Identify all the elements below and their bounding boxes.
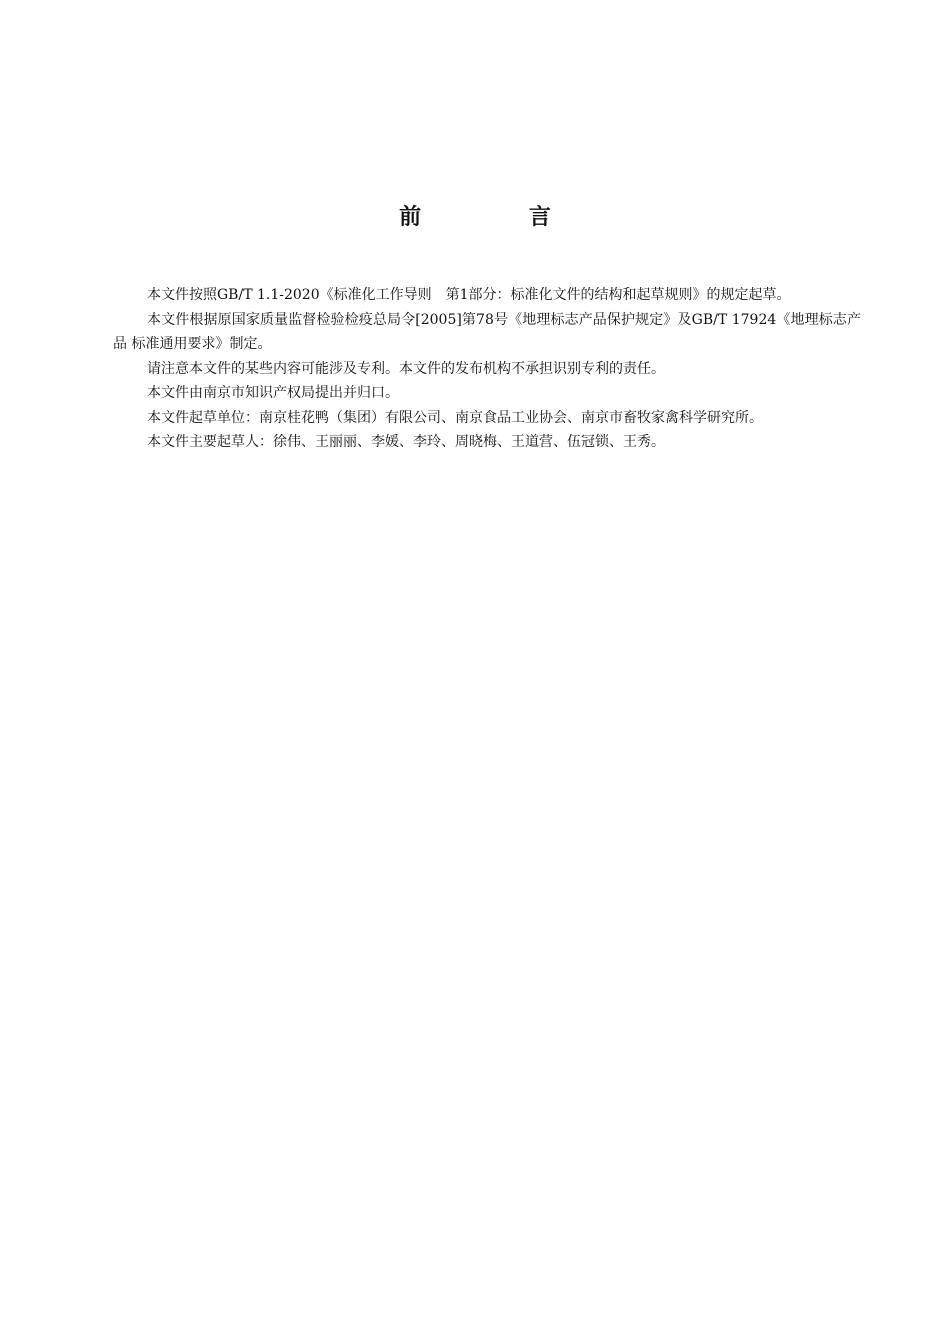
paragraph-drafting-rules: 本文件按照GB/T 1.1-2020《标准化工作导则 第1部分：标准化文件的结构和起草规则》的规定起草。 xyxy=(147,287,791,303)
paragraph-drafting-units: 本文件起草单位：南京桂花鸭（集团）有限公司、南京食品工业协会、南京市畜牧家禽科学研究所。 xyxy=(147,409,763,426)
paragraph-drafters: 本文件主要起草人：徐伟、王丽丽、李媛、李玲、周晓梅、王道营、伍冠锁、王秀。 xyxy=(147,434,665,450)
document-body xyxy=(113,283,861,455)
paragraph-patent-notice: 请注意本文件的某些内容可能涉及专利。本文件的发布机构不承担识别专利的责任。 xyxy=(147,360,665,377)
paragraph-proposer: 本文件由南京市知识产权局提出并归口。 xyxy=(147,385,399,401)
paragraph-basis: 本文件根据原国家质量监督检验检疫总局令[2005]第78号《地理标志产品保护规定》及GB/T 17924《地理标志产品 标准通用要求》制定。 xyxy=(113,311,861,352)
page-title: 前 言 xyxy=(399,205,601,230)
